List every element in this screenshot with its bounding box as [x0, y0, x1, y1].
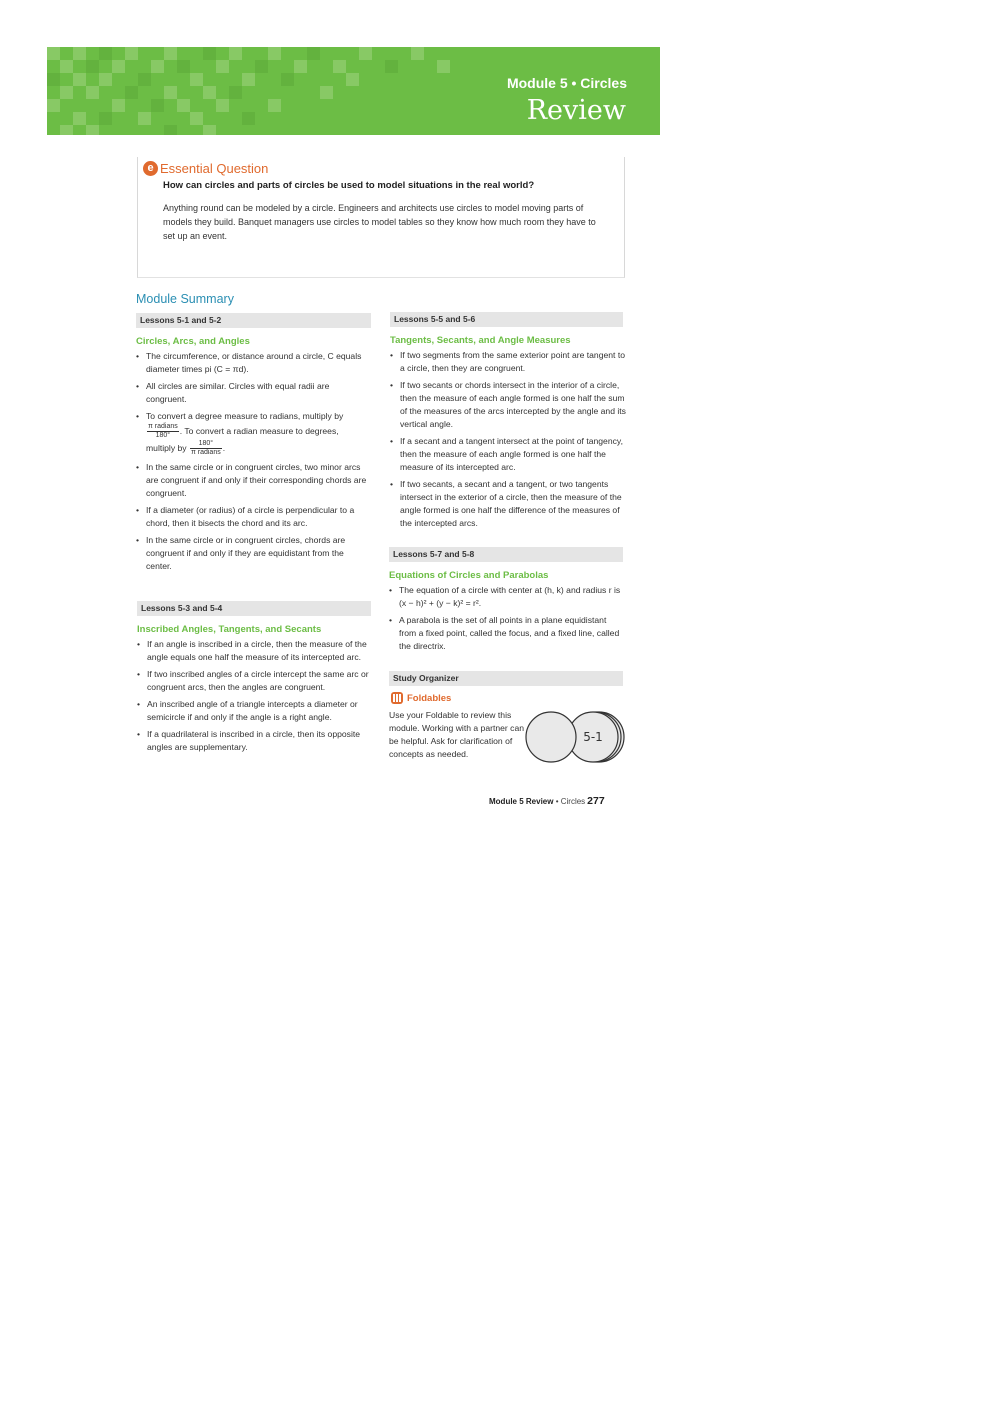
- section-bullets: [390, 349, 632, 534]
- fraction-pi-over-180: $\frac{\text{π radians}}{180^\circ}$: [148, 423, 178, 439]
- lessons-5-1-5-2-header: Lessons 5-1 and 5-2: [136, 313, 371, 328]
- banner-tile: [411, 47, 424, 60]
- section-title: Equations of Circles and Parabolas: [389, 570, 549, 581]
- banner-tile: [203, 47, 216, 60]
- page-number: 277: [587, 795, 605, 807]
- section-title: Tangents, Secants, and Angle Measures: [390, 335, 571, 346]
- banner-tile: [125, 86, 138, 99]
- banner-tile: [125, 47, 138, 60]
- banner-tile: [112, 60, 125, 73]
- footer-topic: Circles: [560, 797, 586, 806]
- banner-tile: [164, 86, 177, 99]
- banner-tile: [112, 99, 125, 112]
- essential-question-box: [137, 157, 625, 278]
- banner-tile: [47, 73, 60, 86]
- convert-text: To convert a degree measure to radians, multiply by: [146, 411, 344, 421]
- list-item: • In the same circle or in congruent circles, two minor arcs are congruent if and only if their corresponding chords are congruent.: [136, 461, 369, 500]
- banner-tile: [242, 112, 255, 125]
- banner-tile: [73, 73, 86, 86]
- banner-tile: [99, 73, 112, 86]
- module-banner: [47, 47, 660, 135]
- foldable-illustration: [523, 709, 628, 765]
- section-bullets: [136, 350, 369, 577]
- banner-tile: [320, 86, 333, 99]
- essential-question-label: Essential Question: [160, 161, 269, 176]
- list-item: • If two secants or chords intersect in the interior of a circle, then the measure of each angle formed is one half the sum of the measures of the arcs intercepted by the angle and its vertical angle.: [390, 379, 632, 431]
- banner-tile: [177, 60, 190, 73]
- list-item: • The circumference, or distance around a circle, C equals diameter times pi (C = πd).: [136, 350, 369, 376]
- lessons-5-7-5-8-header: Lessons 5-7 and 5-8: [389, 547, 623, 562]
- banner-tile: [177, 99, 190, 112]
- module-summary-title: Module Summary: [136, 292, 234, 306]
- banner-tile: [86, 60, 99, 73]
- essential-question-text: How can circles and parts of circles be used to model situations in the real world?: [163, 180, 535, 191]
- banner-tile: [268, 47, 281, 60]
- lessons-5-5-5-6-header: Lessons 5-5 and 5-6: [390, 312, 623, 327]
- banner-tile: [385, 60, 398, 73]
- convert-text-mid: . To convert a radian measure to degrees, multiply by: [146, 425, 339, 453]
- banner-tile: [437, 60, 450, 73]
- banner-tile: [60, 86, 73, 99]
- foldables-label: Foldables: [407, 693, 452, 704]
- banner-tile: [346, 73, 359, 86]
- foldable-label: 5-1: [583, 730, 603, 744]
- banner-tile: [203, 125, 216, 135]
- banner-tile: [86, 86, 99, 99]
- banner-tile: [47, 47, 60, 60]
- list-item: • If a diameter (or radius) of a circle is perpendicular to a chord, then it bisects the chord and its arc.: [136, 504, 369, 530]
- banner-tile: [60, 125, 73, 135]
- banner-tile: [307, 47, 320, 60]
- banner-tile: [190, 112, 203, 125]
- list-item: • If two segments from the same exterior point are tangent to a circle, then they are congruent.: [390, 349, 632, 375]
- foldables-icon: [390, 691, 404, 705]
- banner-tile: [99, 112, 112, 125]
- banner-tile: [190, 73, 203, 86]
- banner-tile: [138, 73, 151, 86]
- banner-tile: [359, 47, 372, 60]
- banner-tile: [47, 99, 60, 112]
- essential-question-answer: Anything round can be modeled by a circle. Engineers and architects use circles to model moving parts of models they build. Banquet managers use circles to model tables so they know how much room they have to set up an event.: [163, 203, 596, 241]
- banner-tile: [255, 60, 268, 73]
- banner-tile: [164, 125, 177, 135]
- banner-tile: [294, 60, 307, 73]
- banner-tile: [164, 47, 177, 60]
- footer-separator: •: [553, 797, 561, 806]
- banner-tile: [60, 60, 73, 73]
- banner-tile: [151, 60, 164, 73]
- banner-tile: [268, 99, 281, 112]
- banner-tile: [151, 99, 164, 112]
- section-title: Circles, Arcs, and Angles: [136, 336, 250, 347]
- module-label: Module 5 • Circles: [506, 75, 627, 91]
- footer-module: Module 5 Review: [489, 797, 554, 806]
- banner-tile: [73, 47, 86, 60]
- section-bullets: [389, 584, 625, 657]
- banner-tile: [229, 47, 242, 60]
- banner-tile: [229, 86, 242, 99]
- e-icon: e: [143, 161, 158, 176]
- section-bullets: [137, 638, 370, 758]
- banner-tile: [216, 99, 229, 112]
- list-item: • If an angle is inscribed in a circle, then the measure of the angle equals one half the measure of its intercepted arc.: [137, 638, 370, 664]
- banner-tile: [216, 60, 229, 73]
- page-footer: [489, 795, 605, 807]
- list-item: • In the same circle or in congruent circles, chords are congruent if and only if they are equidistant from the center.: [136, 534, 369, 573]
- banner-tile: [99, 47, 112, 60]
- list-item: • To convert a degree measure to radians, multiply by $\frac{\text{π radians}}{180^\circ}$ . To convert a radian measure to degrees, multiply by $\frac{180^\circ}{\text{π radians}}$ .: [136, 410, 369, 457]
- banner-tile: [203, 86, 216, 99]
- list-item: • The equation of a circle with center at (h, k) and radius r is (x − h)² + (y − k)² = r².: [389, 584, 625, 610]
- list-item: • An inscribed angle of a triangle intercepts a diameter or semicircle if and only if the angle is a right angle.: [137, 698, 370, 724]
- list-item: • If a quadrilateral is inscribed in a circle, then its opposite angles are supplementary.: [137, 728, 370, 754]
- foldables-text: Use your Foldable to review this module. Working with a partner can be helpful. Ask for clarification of concepts as needed.: [389, 710, 525, 759]
- list-item: • All circles are similar. Circles with equal radii are congruent.: [136, 380, 369, 406]
- study-organizer-header: Study Organizer: [389, 671, 623, 686]
- banner-tile: [242, 73, 255, 86]
- fraction-180-over-pi: $\frac{180^\circ}{\text{π radians}}$: [190, 440, 221, 456]
- page-title: Review: [526, 95, 626, 126]
- banner-tile: [73, 112, 86, 125]
- section-title: Inscribed Angles, Tangents, and Secants: [137, 624, 322, 635]
- banner-tile: [333, 60, 346, 73]
- list-item: • If two secants, a secant and a tangent, or two tangents intersect in the exterior of a circle, then the measure of the angle formed is one half the difference of the measures of the intercepted arcs.: [390, 478, 632, 530]
- banner-tile: [281, 73, 294, 86]
- list-item: • A parabola is the set of all points in a plane equidistant from a fixed point, called the focus, and a fixed line, called the directrix.: [389, 614, 625, 653]
- banner-tile: [86, 125, 99, 135]
- list-item: • If a secant and a tangent intersect at the point of tangency, then the measure of each angle formed is one half the measure of its intercepted arc.: [390, 435, 632, 474]
- banner-tile: [138, 112, 151, 125]
- list-item: • If two inscribed angles of a circle intercept the same arc or congruent arcs, then the angles are congruent.: [137, 668, 370, 694]
- lessons-5-3-5-4-header: Lessons 5-3 and 5-4: [137, 601, 371, 616]
